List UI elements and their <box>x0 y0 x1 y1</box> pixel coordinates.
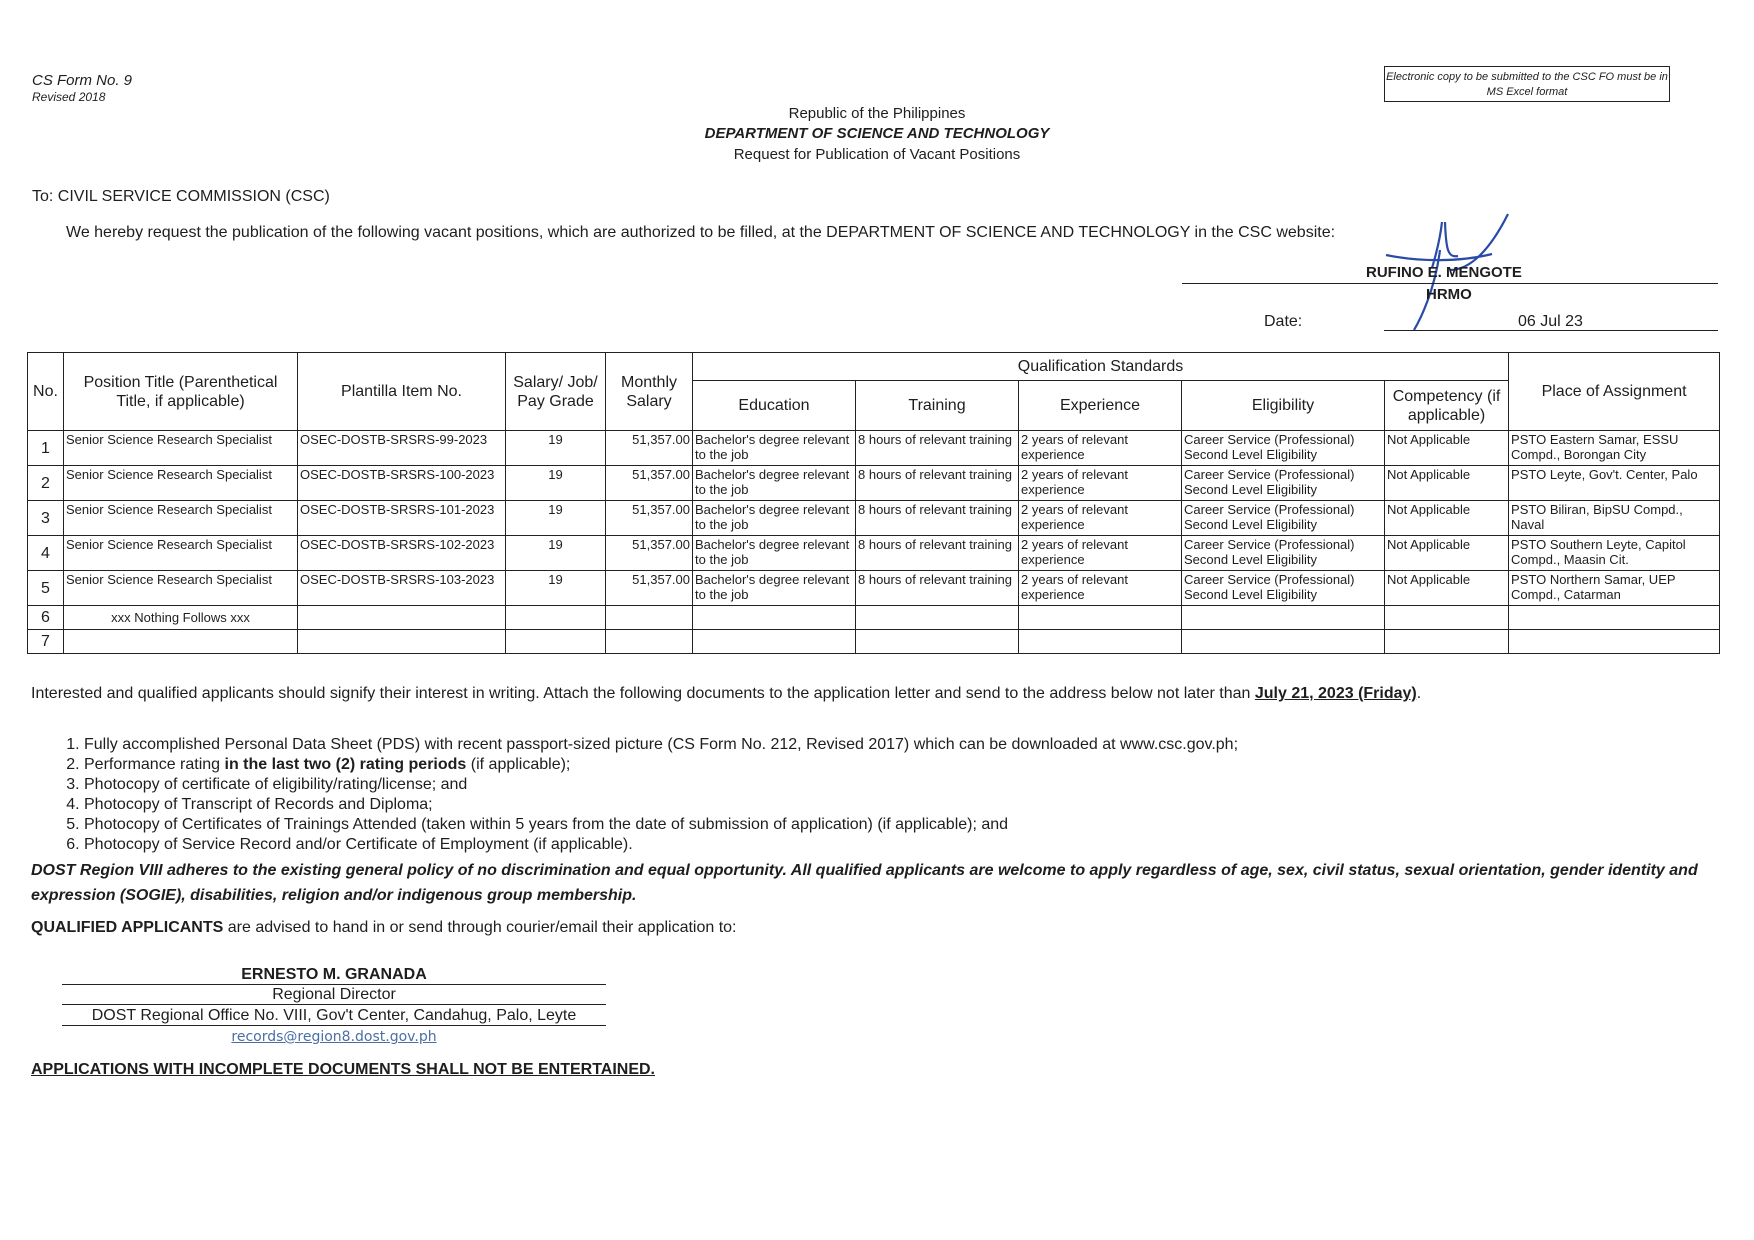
date-label: Date: <box>1264 313 1303 330</box>
request-text: We hereby request the publication of the following vacant positions, which are authorized to be filled, at the DEPARTMENT OF SCIENCE AND TECHNOLOGY in the CSC website: <box>66 224 1336 241</box>
row-no: 7 <box>28 630 64 654</box>
header-salary-grade: Salary/ Job/ Pay Grade <box>506 353 606 431</box>
row-experience: 2 years of relevant experience <box>1019 501 1182 536</box>
list-item: 1. Fully accomplished Personal Data Sheet (PDS) with recent passport-sized picture (CS Form No. 212, Revised 2017) which can be downloaded at www.csc.gov.ph; <box>84 735 1238 755</box>
row-salary: 51,357.00 <box>606 501 693 536</box>
row-position: Senior Science Research Specialist <box>64 571 298 606</box>
header-eligibility: Eligibility <box>1182 381 1385 431</box>
row-salary: 51,357.00 <box>606 536 693 571</box>
row-experience: 2 years of relevant experience <box>1019 431 1182 466</box>
recipient-name: ERNESTO M. GRANADA <box>62 966 606 985</box>
vacancy-table <box>27 352 1720 654</box>
qualified-applicants-note <box>31 919 737 937</box>
table-row <box>28 606 1720 630</box>
header-education: Education <box>693 381 856 431</box>
row-competency: Not Applicable <box>1385 501 1509 536</box>
header-training: Training <box>856 381 1019 431</box>
item-emphasis: in the last two (2) rating periods <box>224 756 467 773</box>
row-eligibility: Career Service (Professional) Second Level Eligibility <box>1182 466 1385 501</box>
item-text: (if applicable); <box>470 756 571 773</box>
header-qualification-standards: Qualification Standards <box>693 353 1509 381</box>
equal-opportunity-policy: DOST Region VIII adheres to the existing general policy of no discrimination and equal opportunity. All qualified applicants are welcome to apply regardless of age, sex, civil status, sexual orientation, gender identity and expression (SOGIE), disabilities, religion and/or indigenous group membership. <box>31 862 1698 904</box>
table-row <box>28 536 1720 571</box>
form-revision: Revised 2018 <box>32 90 106 104</box>
date-line <box>1384 330 1718 331</box>
table-row <box>28 466 1720 501</box>
row-training: 8 hours of relevant training <box>856 466 1019 501</box>
incomplete-documents-warning: APPLICATIONS WITH INCOMPLETE DOCUMENTS SHALL NOT BE ENTERTAINED. <box>31 1061 655 1078</box>
row-plantilla: OSEC-DOSTB-SRSRS-99-2023 <box>298 431 506 466</box>
row-eligibility: Career Service (Professional) Second Level Eligibility <box>1182 571 1385 606</box>
row-place: PSTO Leyte, Gov't. Center, Palo <box>1509 466 1720 501</box>
recipient-address: DOST Regional Office No. VIII, Gov't Center, Candahug, Palo, Leyte <box>62 1007 606 1026</box>
form-number: CS Form No. 9 <box>32 72 133 89</box>
row-training: 8 hours of relevant training <box>856 431 1019 466</box>
intro-text: Interested and qualified applicants should signify their interest in writing. Attach the following documents to the application letter and send to the address below not later than <box>31 685 1251 702</box>
row-eligibility: Career Service (Professional) Second Level Eligibility <box>1182 431 1385 466</box>
row-competency: Not Applicable <box>1385 536 1509 571</box>
header-position: Position Title (Parenthetical Title, if applicable) <box>64 353 298 431</box>
list-item: 3. Photocopy of certificate of eligibility/rating/license; and <box>84 775 1238 795</box>
row-no: 6 <box>28 606 64 630</box>
row-plantilla: OSEC-DOSTB-SRSRS-103-2023 <box>298 571 506 606</box>
row-plantilla: OSEC-DOSTB-SRSRS-102-2023 <box>298 536 506 571</box>
row-experience: 2 years of relevant experience <box>1019 571 1182 606</box>
table-row <box>28 630 1720 654</box>
row-position: Senior Science Research Specialist <box>64 466 298 501</box>
signatory-name: RUFINO E. MENGOTE <box>1366 264 1522 281</box>
row-experience: 2 years of relevant experience <box>1019 536 1182 571</box>
row-grade: 19 <box>506 571 606 606</box>
to-line: To: CIVIL SERVICE COMMISSION (CSC) <box>32 188 330 205</box>
header-department: DEPARTMENT OF SCIENCE AND TECHNOLOGY <box>704 125 1050 142</box>
row-grade: 19 <box>506 536 606 571</box>
header-republic: Republic of the Philippines <box>788 105 966 122</box>
row-no: 5 <box>28 571 64 606</box>
electronic-copy-note: Electronic copy to be submitted to the CSC FO must be in MS Excel format <box>1384 66 1670 102</box>
list-item: 6. Photocopy of Service Record and/or Certificate of Employment (if applicable). <box>84 835 1238 855</box>
row-competency: Not Applicable <box>1385 466 1509 501</box>
row-no: 4 <box>28 536 64 571</box>
header-competency: Competency (if applicable) <box>1385 381 1509 431</box>
row-education: Bachelor's degree relevant to the job <box>693 501 856 536</box>
requirements-list <box>40 735 1238 855</box>
signature-line <box>1182 283 1718 284</box>
row-no: 3 <box>28 501 64 536</box>
signatory-position: HRMO <box>1426 286 1472 303</box>
list-item <box>84 755 1238 775</box>
row-education: Bachelor's degree relevant to the job <box>693 571 856 606</box>
row-position: Senior Science Research Specialist <box>64 536 298 571</box>
intro-paragraph: Interested and qualified applicants should signify their interest in writing. Attach the following documents to the application letter and send to the address below not later than July 21, 2023 (Friday). <box>31 685 1422 702</box>
row-education: Bachelor's degree relevant to the job <box>693 431 856 466</box>
date-value: 06 Jul 23 <box>1518 313 1583 330</box>
table-row <box>28 431 1720 466</box>
row-no: 1 <box>28 431 64 466</box>
row-competency: Not Applicable <box>1385 571 1509 606</box>
row-place: PSTO Northern Samar, UEP Compd., Catarman <box>1509 571 1720 606</box>
row-grade: 19 <box>506 501 606 536</box>
row-plantilla: OSEC-DOSTB-SRSRS-101-2023 <box>298 501 506 536</box>
row-salary: 51,357.00 <box>606 466 693 501</box>
row-place: PSTO Eastern Samar, ESSU Compd., Borongan City <box>1509 431 1720 466</box>
header-place: Place of Assignment <box>1509 353 1720 431</box>
row-position: Senior Science Research Specialist <box>64 431 298 466</box>
row-salary: 51,357.00 <box>606 431 693 466</box>
row-salary: 51,357.00 <box>606 571 693 606</box>
qualified-bold: QUALIFIED APPLICANTS <box>31 919 224 936</box>
row-eligibility: Career Service (Professional) Second Level Eligibility <box>1182 501 1385 536</box>
row-eligibility: Career Service (Professional) Second Level Eligibility <box>1182 536 1385 571</box>
deadline: July 21, 2023 (Friday) <box>1254 685 1417 702</box>
row-experience: 2 years of relevant experience <box>1019 466 1182 501</box>
header-subtitle: Request for Publication of Vacant Positions <box>733 146 1021 163</box>
list-item: 4. Photocopy of Transcript of Records and Diploma; <box>84 795 1238 815</box>
recipient-email-wrap <box>62 1028 606 1046</box>
header-plantilla: Plantilla Item No. <box>298 353 506 431</box>
row-training: 8 hours of relevant training <box>856 536 1019 571</box>
header-no: No. <box>28 353 64 431</box>
row-place: PSTO Southern Leyte, Capitol Compd., Maasin Cit. <box>1509 536 1720 571</box>
row-grade: 19 <box>506 431 606 466</box>
row-grade: 19 <box>506 466 606 501</box>
row-education: Bachelor's degree relevant to the job <box>693 536 856 571</box>
row-training: 8 hours of relevant training <box>856 571 1019 606</box>
nothing-follows: xxx Nothing Follows xxx <box>64 606 298 630</box>
item-text: Performance rating <box>84 756 221 773</box>
row-training: 8 hours of relevant training <box>856 501 1019 536</box>
recipient-email-link[interactable]: records@region8.dost.gov.ph <box>231 1029 437 1045</box>
list-item: 5. Photocopy of Certificates of Trainings Attended (taken within 5 years from the date of submission of application) (if applicable); and <box>84 815 1238 835</box>
row-education: Bachelor's degree relevant to the job <box>693 466 856 501</box>
qualified-rest: are advised to hand in or send through courier/email their application to: <box>227 919 737 936</box>
row-position: Senior Science Research Specialist <box>64 501 298 536</box>
recipient-position: Regional Director <box>62 986 606 1005</box>
header-monthly-salary: Monthly Salary <box>606 353 693 431</box>
row-no: 2 <box>28 466 64 501</box>
row-place: PSTO Biliran, BipSU Compd., Naval <box>1509 501 1720 536</box>
row-competency: Not Applicable <box>1385 431 1509 466</box>
header-experience: Experience <box>1019 381 1182 431</box>
row-plantilla: OSEC-DOSTB-SRSRS-100-2023 <box>298 466 506 501</box>
table-row <box>28 501 1720 536</box>
table-row <box>28 571 1720 606</box>
